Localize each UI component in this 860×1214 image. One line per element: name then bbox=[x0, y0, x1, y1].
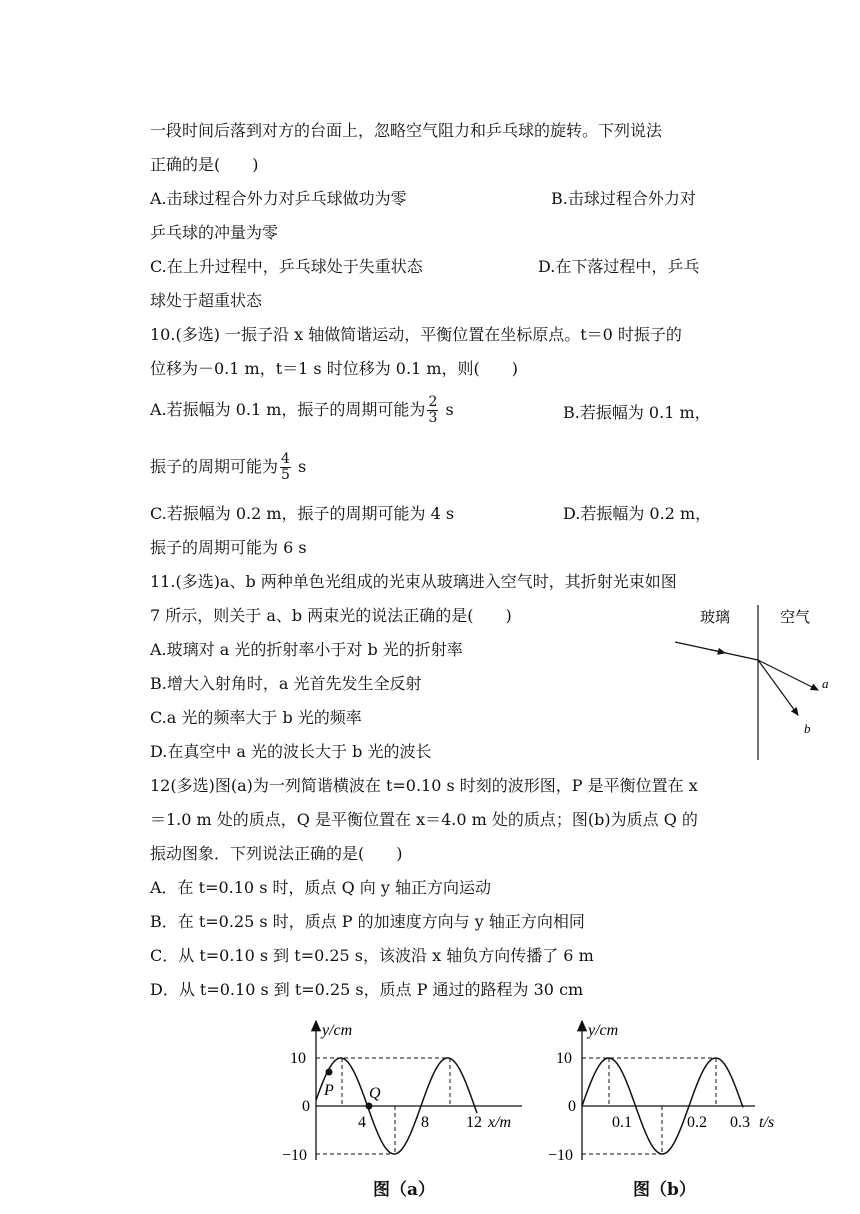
point-q-label: Q bbox=[369, 1085, 381, 1102]
q9-option-b: B.击球过程合外力对 bbox=[551, 189, 696, 208]
fraction-numerator: 2 bbox=[428, 394, 438, 410]
ray-b bbox=[758, 660, 798, 715]
x-axis-label: x/m bbox=[488, 1114, 512, 1131]
y-tick-0: 0 bbox=[568, 1098, 576, 1115]
q9-option-b-cont: 乒乓球的冲量为零 bbox=[150, 223, 279, 242]
ray-b-label: b bbox=[804, 721, 811, 736]
q10-option-a-text: A.若振幅为 0.1 m，振子的周期可能为 bbox=[150, 400, 426, 419]
q9-option-c: C.在上升过程中，乒乓球处于失重状态 bbox=[150, 257, 423, 276]
y-tick-neg10: −10 bbox=[282, 1147, 308, 1164]
glass-label: 玻璃 bbox=[700, 610, 731, 626]
q10-stem-line1: 10.(多选) 一振子沿 x 轴做简谐运动，平衡位置在坐标原点。t＝0 时振子的 bbox=[150, 325, 682, 344]
q11-option-a: A.玻璃对 a 光的折射率小于对 b 光的折射率 bbox=[150, 640, 463, 659]
q11-option-b: B.增大入射角时，a 光首先发生全反射 bbox=[150, 674, 422, 693]
q12-option-b: B．在 t=0.25 s 时，质点 P 的加速度方向与 y 轴正方向相同 bbox=[150, 912, 585, 931]
fraction bbox=[280, 452, 291, 483]
q10-option-a bbox=[150, 395, 454, 426]
q10-stem-line2: 位移为－0.1 m，t＝1 s 时位移为 0.1 m，则( ) bbox=[150, 359, 518, 378]
x-tick-0.2: 0.2 bbox=[687, 1114, 707, 1131]
q9-stem-line1: 一段时间后落到对方的台面上，忽略空气阻力和乒乓球的旋转。下列说法 bbox=[150, 121, 663, 140]
q11-stem-line1: 11.(多选)a、b 两种单色光组成的光束从玻璃进入空气时，其折射光束如图 bbox=[150, 572, 677, 591]
fraction-denominator: 3 bbox=[428, 410, 438, 426]
q10-option-b: B.若振幅为 0.1 m， bbox=[563, 403, 711, 422]
y-tick-10: 10 bbox=[290, 1050, 306, 1067]
x-tick-0.3: 0.3 bbox=[730, 1114, 750, 1131]
y-tick-0: 0 bbox=[302, 1098, 310, 1115]
q11-option-c: C.a 光的频率大于 b 光的频率 bbox=[150, 708, 362, 727]
q10-option-b-text: 振子的周期可能为 bbox=[150, 457, 279, 476]
y-tick-neg10: −10 bbox=[548, 1147, 574, 1164]
q11-option-d: D.在真空中 a 光的波长大于 b 光的波长 bbox=[150, 742, 432, 761]
graph-a bbox=[270, 1015, 530, 1175]
air-label: 空气 bbox=[780, 610, 811, 626]
q11-stem-line2: 7 所示，则关于 a、b 两束光的说法正确的是( ) bbox=[150, 606, 512, 625]
incident-arrow bbox=[710, 650, 725, 653]
refraction-figure bbox=[670, 600, 850, 765]
q12-option-d: D．从 t=0.10 s 到 t=0.25 s，质点 P 通过的路程为 30 cm bbox=[150, 980, 584, 999]
point-p-label: P bbox=[324, 1082, 334, 1099]
q10-option-d-cont: 振子的周期可能为 6 s bbox=[150, 538, 307, 557]
point-q bbox=[366, 1103, 373, 1110]
x-tick-0.1: 0.1 bbox=[612, 1114, 632, 1131]
graph-a-caption: 图（a） bbox=[373, 1180, 436, 1200]
x-axis-label: t/s bbox=[759, 1114, 775, 1131]
graph-b bbox=[535, 1015, 825, 1175]
fraction-numerator: 4 bbox=[281, 451, 290, 467]
q9-stem-line2: 正确的是( ) bbox=[150, 155, 259, 174]
q10-option-c: C.若振幅为 0.2 m，振子的周期可能为 4 s bbox=[150, 504, 455, 523]
q12-option-c: C．从 t=0.10 s 到 t=0.25 s，该波沿 x 轴负方向传播了 6 m bbox=[150, 946, 594, 965]
x-tick-12: 12 bbox=[466, 1114, 482, 1131]
point-p bbox=[326, 1069, 333, 1076]
ray-a-label: a bbox=[822, 676, 829, 691]
y-axis-label: y/cm bbox=[588, 1022, 619, 1039]
q9-option-a: A.击球过程合外力对乒乓球做功为零 bbox=[150, 189, 407, 208]
fraction bbox=[427, 395, 438, 426]
x-tick-8: 8 bbox=[421, 1114, 429, 1131]
q9-option-d-cont: 球处于超重状态 bbox=[150, 291, 263, 310]
ray-a bbox=[758, 660, 818, 690]
q12-stem-line3: 振动图象．下列说法正确的是( ) bbox=[150, 844, 403, 863]
y-axis-label: y/cm bbox=[322, 1022, 353, 1039]
x-tick-4: 4 bbox=[358, 1114, 366, 1131]
q12-stem-line1: 12(多选)图(a)为一列简谐横波在 t=0.10 s 时刻的波形图，P 是平衡位置在 x bbox=[150, 776, 698, 795]
q12-stem-line2: ＝1.0 m 处的质点，Q 是平衡位置在 x＝4.0 m 处的质点；图(b)为质点 Q 的 bbox=[150, 810, 698, 829]
q10-option-d: D.若振幅为 0.2 m， bbox=[563, 504, 712, 523]
unit: s bbox=[445, 400, 454, 419]
q9-option-d: D.在下落过程中，乒乓 bbox=[538, 257, 700, 276]
unit: s bbox=[298, 457, 307, 476]
q12-option-a: A．在 t=0.10 s 时，质点 Q 向 y 轴正方向运动 bbox=[150, 878, 491, 897]
fraction-denominator: 5 bbox=[281, 467, 290, 483]
y-tick-10: 10 bbox=[556, 1050, 572, 1067]
graph-b-caption: 图（b） bbox=[633, 1180, 696, 1200]
q10-option-b-cont bbox=[150, 452, 306, 483]
